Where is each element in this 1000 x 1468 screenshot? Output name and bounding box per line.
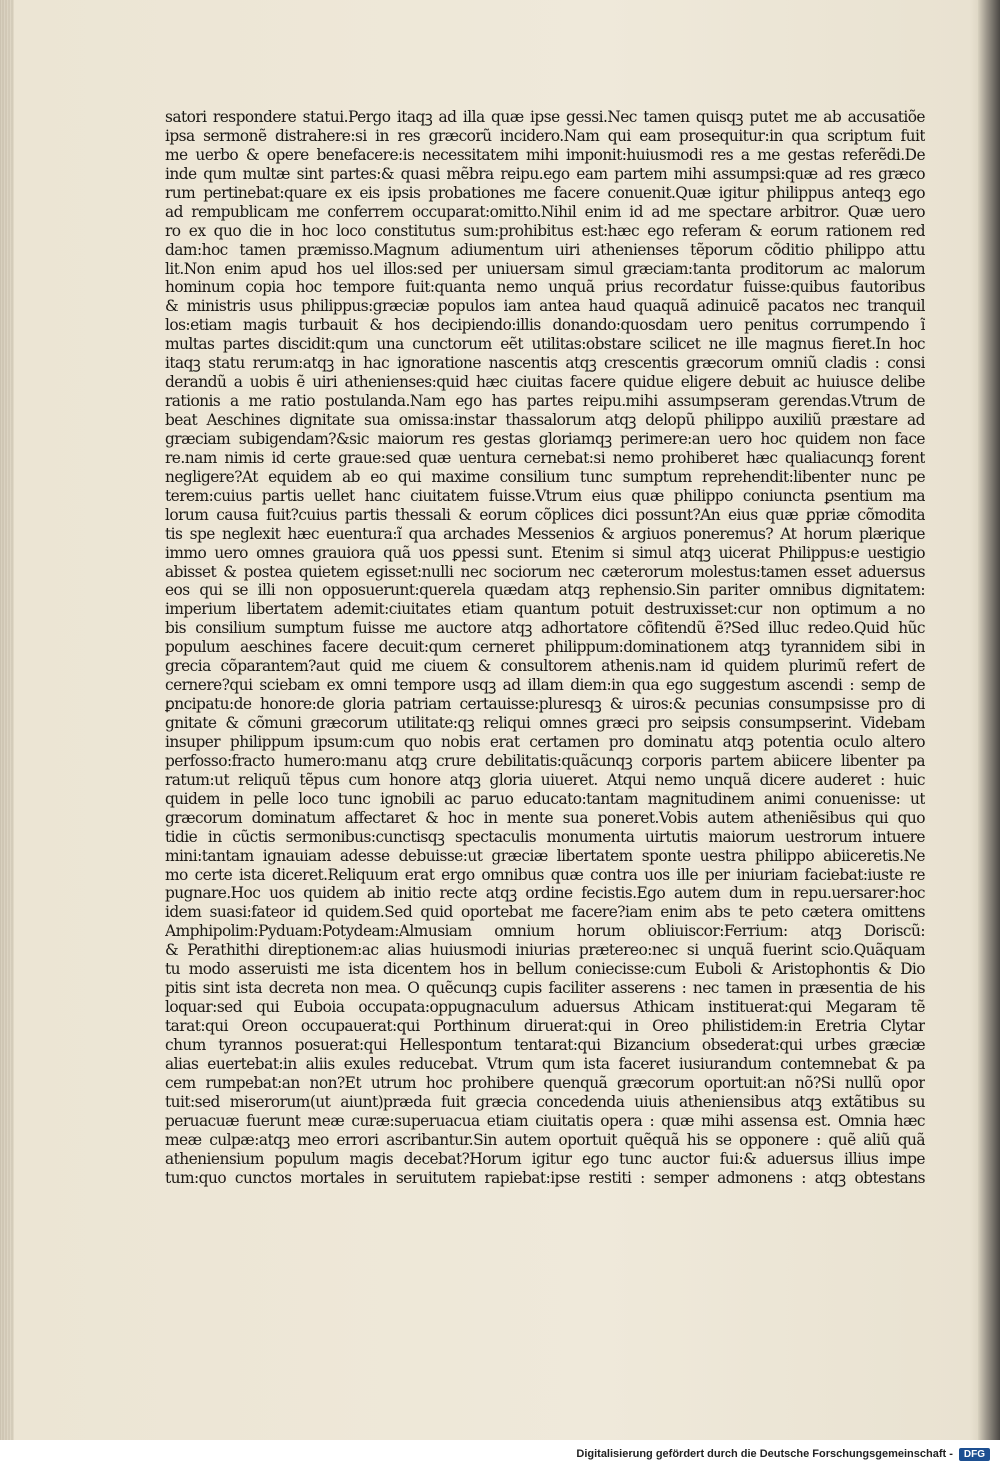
text-line: idem suasi:fateor id quidem.Sed quid oportebat me facere?iam enim abs te peto cætera omittens [165,903,925,922]
binding-shadow [978,0,1000,1440]
text-line: lit.Non enim apud hos uel illos:sed per uniuersam simul græciam:tanta proditorum ac malorum [165,259,925,278]
text-line: bis consilium sumptum fuisse me auctore atqꝫ adhortatore cõfitendũ ẽ?Sed illuc redeo.Quid hũc [165,619,925,638]
text-line: eos qui se illi non opposuerunt:querela quædam atqꝫ rephensio.Sin pariter omnibus dignitatem: [165,581,925,600]
text-line: græciam subigendam?&sic maiorum res gestas gloriamqꝫ perimere:an uero hoc quidem non face [165,429,925,448]
text-line: negligere?At equidem ab eo qui maxime consilium tunc sumptum reprehendit:libenter nunc pe [165,467,925,486]
text-line: imperium libertatem ademit:ciuitates etiam quantum potuit destruxisset:cur non optimum a no [165,600,925,619]
text-line: tidie in cũctis sermonibus:cunctisqꝫ spectaculis monumenta uirtutis maiorum uestrorum intuere [165,827,925,846]
text-line: meæ culpæ:atqꝫ meo errori ascribantur.Sin autem oportuit quẽquã his se opponere : quẽ aliũ quã [165,1130,925,1149]
text-line: re.nam nimis id certe graue:sed quæ uentura cernebat:si nemo prohiberet hæc qualiacunqꝫ forent [165,448,925,467]
text-line: dam:hoc tamen præmisso.Magnum adiumentum uiri athenienses tẽporum cõditio philippo attu [165,240,925,259]
text-line: hominum copia hoc tempore fuit:quanta nemo unquã prius recordatur fuisse:quibus fautoribus [165,278,925,297]
text-line: chum tyrannos posuerat:qui Hellespontum tentarat:qui Bizancium obsederat:qui urbes græciæ [165,1035,925,1054]
text-line: tarat:qui Oreon occupauerat:qui Porthinum diruerat:qui in Oreo philistidem:in Eretria Clytar [165,1017,925,1035]
text-line: & Perathithi direptionem:ac alias huiusmodi iniurias prætereo:nec si unquã fuerint scio.Quãquam [165,941,925,960]
text-line: tu modo asseruisti me ista dicentem hos in bellum coniecisse:cum Euboli & Aristophontis & Dio [165,960,925,979]
text-line: lorum causa fuit?cuius partis thessali & eorum cõplices dici possunt?An eius quæ ꝑpriæ cõmodita [165,505,925,524]
text-line: ro ex quo die in hoc loco constitutus sum:prohibitus est:hæc ego referam & eorum rationem red [165,221,925,240]
text-line: abisset & postea quietem egisset:nulli nec sociorum nec cæterorum molestus:tamen esset aduersus [165,562,925,581]
text-line: ꝑncipatu:de honore:de gloria patriam certauisse:pluresqꝫ & uiros:& pecunias consumpsisse pro di [165,695,925,714]
text-line: ipsa sermonẽ distrahere:si in res græcorũ incidero.Nam qui eam prosequitur:in qua scriptum fuit [165,126,925,145]
text-line: ratum:ut reliquũ tẽpus cum honore atqꝫ gloria uiueret. Atqui nemo unquã dicere auderet : huic [165,770,925,789]
text-line: tum:quo cunctos mortales in seruitutem rapiebat:ipse restiti : semper admonens : atqꝫ obtestans [165,1168,925,1187]
text-line: rationis a me ratio postulanda.Nam ego has partes reipu.mihi assumpseram gerendas.Vtrum de [165,392,925,411]
text-line: itaqꝫ statu rerum:atqꝫ in hac ignoratione nascentis atqꝫ crescentis græcorum omniũ cladis : consi [165,354,925,373]
text-line: atheniensium populum magis decebat?Horum igitur ego tunc auctor fui:& aduersus illius impe [165,1149,925,1168]
page-stack-edge [0,0,14,1440]
text-line: & ministris usus philippus:græciæ populos iam antea haud quaquã adinuicẽ pacatos nec tranquil [165,297,925,316]
text-line: me uerbo & opere benefacere:is necessitatem mihi imponit:huiusmodi res a me gestas referẽdi.De [165,145,925,164]
text-line: cernere?qui sciebam ex omni tempore usqꝫ ad illam diem:in qua ego suggestum ascendi : semp de [165,676,925,695]
text-line: Amphipolim:Pyduam:Potydeam:Almusiam omnium horum obliuiscor:Ferrium: atqꝫ Doriscũ: [165,922,925,941]
footer-bar [0,1440,1000,1468]
text-line: quidem in pelle loco tunc ignobili ac paruo educato:tantam magnitudinem animi conuenisse: ut [165,789,925,808]
text-line: mo certe ista diceret.Reliquum erat ergo omnibus quæ contra uos ille per iniuriam faciebat:iuste re [165,865,925,884]
funding-notice: Digitalisierung gefördert durch die Deutsche Forschungsgemeinschaft - [576,1448,953,1460]
text-line: alias euertebat:in aliis exules reducebat. Vtrum qum ista faceret iusiurandum contemnebat & pa [165,1054,925,1073]
text-line: terem:cuius partis uellet hanc ciuitatem fuisse.Vtrum eius quæ philippo coniuncta ꝑsentium ma [165,486,925,505]
text-line: gnitate & cõmuni græcorum utilitate:qꝫ reliqui omnes græci pro seipsis consumpserint. Videbam [165,714,925,732]
text-line: beat Aeschines dignitate sua omissa:instar thassalorum atqꝫ delopũ philippo auxiliũ præstare ad [165,411,925,429]
text-line: pugnare.Hoc uos quidem ab initio recte atqꝫ ordine fecistis.Ego autem dum in repu.uersarer:hoc [165,884,925,903]
text-line: peruacuæ fuerunt meæ curæ:superuacua etiam ciuitatis opera : quæ mihi assensa est. Omnia hæc [165,1111,925,1130]
text-line: tuit:sed miserorum(ut aiunt)præda fuit græcia concedenda uiuis atheniensibus atqꝫ extãtibus su [165,1092,925,1111]
text-line: inde qum multæ sint partes:& quasi mẽbra reipu.ego eam partem mihi assumpsi:quæ ad res græco [165,164,925,183]
text-line: mini:tantam ignauiam adesse debuisse:ut græciæ libertatem sponte uestra philippo abiiceretis.Ne [165,846,925,865]
text-line: rum pertinebat:quare ex eis ipsis probationes me facere conuenit.Quæ igitur philippus anteqꝫ ego [165,183,925,202]
text-line: derandũ a uobis ẽ uiri athenienses:quid hæc ciuitas facere quidue eligere debuit ac huiusce delibe [165,373,925,392]
text-line: perfosso:fracto humero:manu atqꝫ crure debilitatis:quãcunqꝫ corporis partem abiicere libenter pa [165,751,925,770]
text-line: immo uero omnes grauiora quã uos ꝑpessi sunt. Etenim si simul atqꝫ uicerat Philippus:e uestigio [165,543,925,562]
text-line: populum aeschines facere decuit:qum cerneret philippum:dominationem atqꝫ tyrannidem sibi in [165,638,925,657]
dfg-logo: DFG [959,1448,990,1461]
text-line: pitis sint ista decreta non mea. O quẽcunqꝫ cupis faciliter asserens : nec tamen in præsentia de his [165,979,925,998]
text-line: loquar:sed qui Euboia occupata:oppugnaculum aduersus Athicam instituerat:qui Megaram tẽ [165,998,925,1017]
latin-text-block [165,108,925,1208]
text-line: los:etiam magis turbauit & hos decipiendo:illis donando:quosdam uero penitus corrumpendo ĩ [165,316,925,335]
text-line: insuper philippum ipsum:cum quo nobis erat certamen pro dominatu atqꝫ potentia oculo altero [165,732,925,751]
text-line: ad rempublicam me conferrem occuparat:omitto.Nihil enim id ad me spectare arbitror. Quæ uero [165,202,925,221]
text-line: grecia cõparantem?aut quid me ciuem & consultorem athenis.nam id quidem plurimũ refert de [165,657,925,676]
text-line: multas partes discidit:qum una cunctorum eẽt utilitas:obstare scilicet ne ille magnus fieret.In hoc [165,335,925,354]
text-line: satori respondere statui.Pergo itaqꝫ ad illa quæ ipse gessi.Nec tamen quisqꝫ putet me ab accusatiõe [165,108,925,126]
text-line: græcorum dominatum affectaret & hoc in mente sua poneret.Vobis autem atheniẽsibus qui quo [165,808,925,827]
text-line: cem rumpebat:an non?Et utrum hoc prohibere quenquã græcorum oportuit:an nõ?Si nullũ opor [165,1073,925,1092]
text-line: tis spe neglexit hæc euentura:ĩ qua archades Messenios & argiuos poneremus? At horum plærique [165,524,925,543]
